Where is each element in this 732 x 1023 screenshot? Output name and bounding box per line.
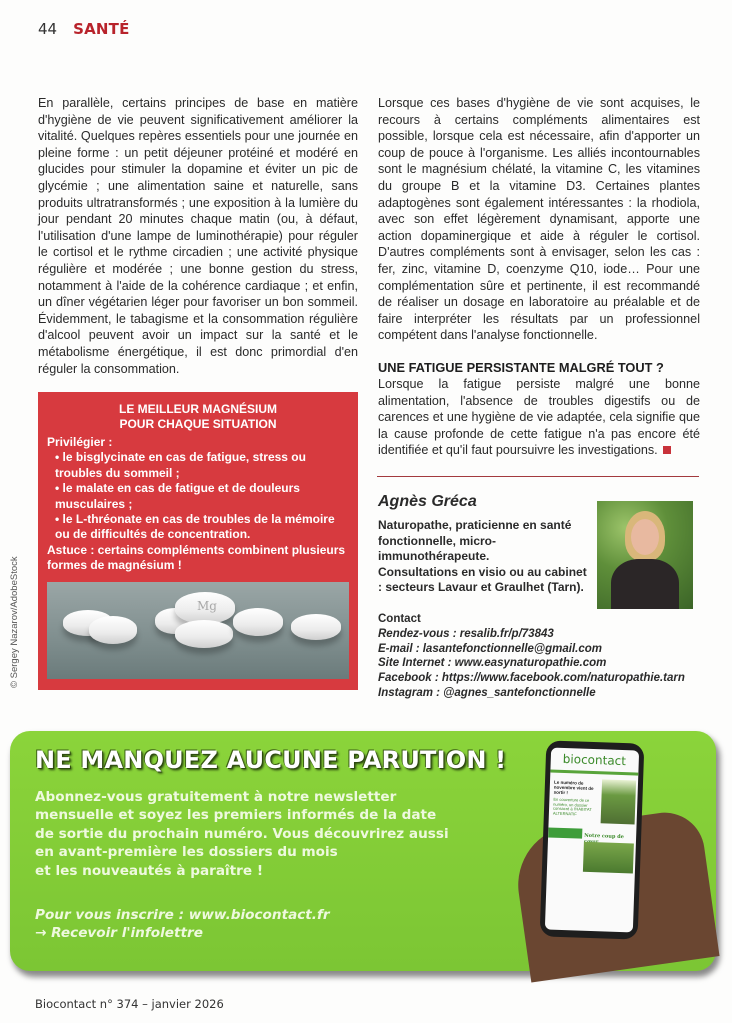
contact-block: [378, 612, 685, 701]
pill-image: [291, 614, 341, 640]
pill-image: [89, 616, 137, 644]
screen-sidebar-text: [551, 842, 581, 843]
author-consultations: Consultations en visio ou au cabinet : secteurs Lavaur et Graulhet (Tarn).: [378, 564, 587, 594]
page-header: [38, 20, 130, 44]
pill-image: [233, 608, 283, 636]
contact-instagram[interactable]: Instagram : @agnes_santefonctionnelle: [378, 686, 596, 699]
end-of-article-icon: [663, 446, 671, 454]
photo-credit: © Sergey Nazarov/AdobeStock: [9, 556, 20, 688]
box-bullet: • le L-thréonate en cas de troubles de la mémoire ou de difficultés de concentration.: [55, 512, 335, 542]
promo-line: mensuelle et soyez les premiers informés de la date: [35, 807, 437, 824]
box-title-line-1: LE MEILLEUR MAGNÉSIUM: [119, 402, 277, 416]
pill-marking: Mg: [197, 599, 217, 613]
author-profession: Naturopathe, praticienne en santé fonctionnelle, micro-immunothérapeute.: [378, 518, 572, 563]
contact-facebook[interactable]: Facebook : https://www.facebook.com/naturopathie.tarn: [378, 672, 685, 685]
logo-bio: bio: [562, 751, 582, 767]
screen-headline: Le numéro de novembre vient de sortir !: [553, 779, 594, 796]
promo-line: de sortie du prochain numéro. Vous découvrirez aussi: [35, 825, 449, 842]
contact-email[interactable]: E-mail : lasantefonctionnelle@gmail.com: [378, 642, 603, 655]
page-number: 44: [38, 20, 58, 38]
logo-contact: contact: [580, 752, 627, 769]
section-title: SANTÉ: [73, 20, 130, 38]
screen-section-heading: Notre coup de: [584, 832, 624, 841]
author-bio: [378, 518, 588, 596]
left-column: [38, 95, 358, 377]
closing-paragraph: [378, 376, 700, 459]
infolettre-link[interactable]: → Recevoir l'infolettre: [35, 925, 203, 942]
closing-text: Lorsque la fatigue persiste malgré une bonne alimentation, l'absence de troubles digestifs ou de carences et une hygiène de vie adaptée, cela signifie que la cause profonde de cette fatigue n'a pas encore été identifiée et qu'il faut poursuivre les investigations.: [378, 376, 700, 458]
section-divider: [377, 476, 699, 477]
box-title-line-2: POUR CHAQUE SITUATION: [119, 417, 277, 431]
box-tip: Astuce : certains compléments combinent plusieurs formes de magnésium !: [47, 542, 346, 573]
box-title: [38, 402, 358, 432]
author-photo: [597, 501, 693, 609]
contact-appointment[interactable]: Rendez-vous : resalib.fr/p/73843: [378, 627, 554, 640]
phone-mockup: [540, 740, 645, 939]
box-body: [47, 435, 352, 574]
magnesium-box: [38, 392, 358, 690]
screen-feature-image: [583, 842, 634, 874]
page-footer: Biocontact n° 374 – janvier 2026: [35, 997, 224, 1011]
promo-line: en avant-première les dossiers du mois: [35, 844, 338, 861]
phone-screen: [545, 748, 639, 933]
biocontact-logo: [563, 752, 627, 768]
subheading: UNE FATIGUE PERSISTANTE MALGRÉ TOUT ?: [378, 359, 664, 375]
photo-face: [631, 519, 659, 555]
promo-cta: [35, 906, 330, 943]
screen-green-label: [548, 827, 582, 838]
author-name: Agnès Gréca: [378, 493, 477, 510]
promo-title: NE MANQUEZ AUCUNE PARUTION !: [35, 746, 507, 774]
body-paragraph: En parallèle, certains principes de base en matière d'hygiène de vie peuvent significativement améliorer la vitalité. Quelques repères essentiels pour une journée en pleine forme : un petit déjeuner protéiné et modéré en glucides pour stimuler la dopamine et éviter un pic de glycémie ; une alimentation saine et naturelle, sans produits ultratransformés ; une exposition à la lumière du jour pendant 20 minutes chaque matin (ou, à défaut, l'utilisation d'une lampe de luminothérapie) pour réguler le cortisol et le rythme circadien ; une activité physique régulière et modérée ; une bonne gestion du stress, notamment à l'aide de la cohérence cardiaque ; et enfin, un dîner végétarien léger pour favoriser un bon sommeil. Évidemment, le tabagisme et la consommation régulière d'alcool peuvent avoir un impact sur la santé et le métabolisme énergétique, il est donc primordial d'en réguler la consommation.: [38, 96, 358, 376]
screen-subtext: En couverture de ce numéro, un dossier consacré à l'HABITAT ALTERNATIF: [552, 796, 592, 817]
promo-text: [35, 788, 535, 880]
body-paragraph: Lorsque ces bases d'hygiène de vie sont acquises, le recours à certains compléments alimentaires est possible, lorsque cela est nécessaire, afin d'apporter un coup de pouce à l'organisme. Les alliés incontournables sont le magnésium chélaté, la vitamine C, les vitamines du groupe B et la vitamine D3. Certaines plantes adaptogènes sont également intéressantes : la rhodiola, avec son effet légèrement dynamisant, apporte une action dopaminergique et aide à réguler le cortisol. D'autres compléments sont à envisager, selon les cas : fer, zinc, vitamine D, coenzyme Q10, iode… Pour une complémentation sûre et pertinente, il est recommandé de réaliser un dosage en laboratoire au préalable et de faire interpréter les résultats par un professionnel compétent dans l'analyse fonctionnelle.: [378, 96, 700, 343]
box-bullet: • le malate en cas de fatigue et de douleurs musculaires ;: [55, 481, 300, 511]
contact-website[interactable]: Site Internet : www.easynaturopathie.com: [378, 657, 607, 670]
screen-caption: [583, 875, 633, 877]
box-intro: Privilégier :: [47, 435, 113, 449]
magnesium-pills-photo: [47, 582, 349, 679]
contact-label: Contact: [378, 613, 421, 625]
pill-image: [175, 620, 233, 648]
photo-body: [611, 559, 679, 609]
magazine-cover-image: [601, 779, 637, 824]
screen-header-bar: [550, 770, 638, 776]
box-bullet: • le bisglycinate en cas de fatigue, stress ou troubles du sommeil ;: [55, 450, 306, 480]
promo-line: Abonnez-vous gratuitement à notre newsletter: [35, 789, 397, 805]
promo-line: et les nouveautés à paraître !: [35, 862, 264, 879]
signup-link[interactable]: Pour vous inscrire : www.biocontact.fr: [35, 907, 330, 923]
right-column: [378, 95, 700, 459]
